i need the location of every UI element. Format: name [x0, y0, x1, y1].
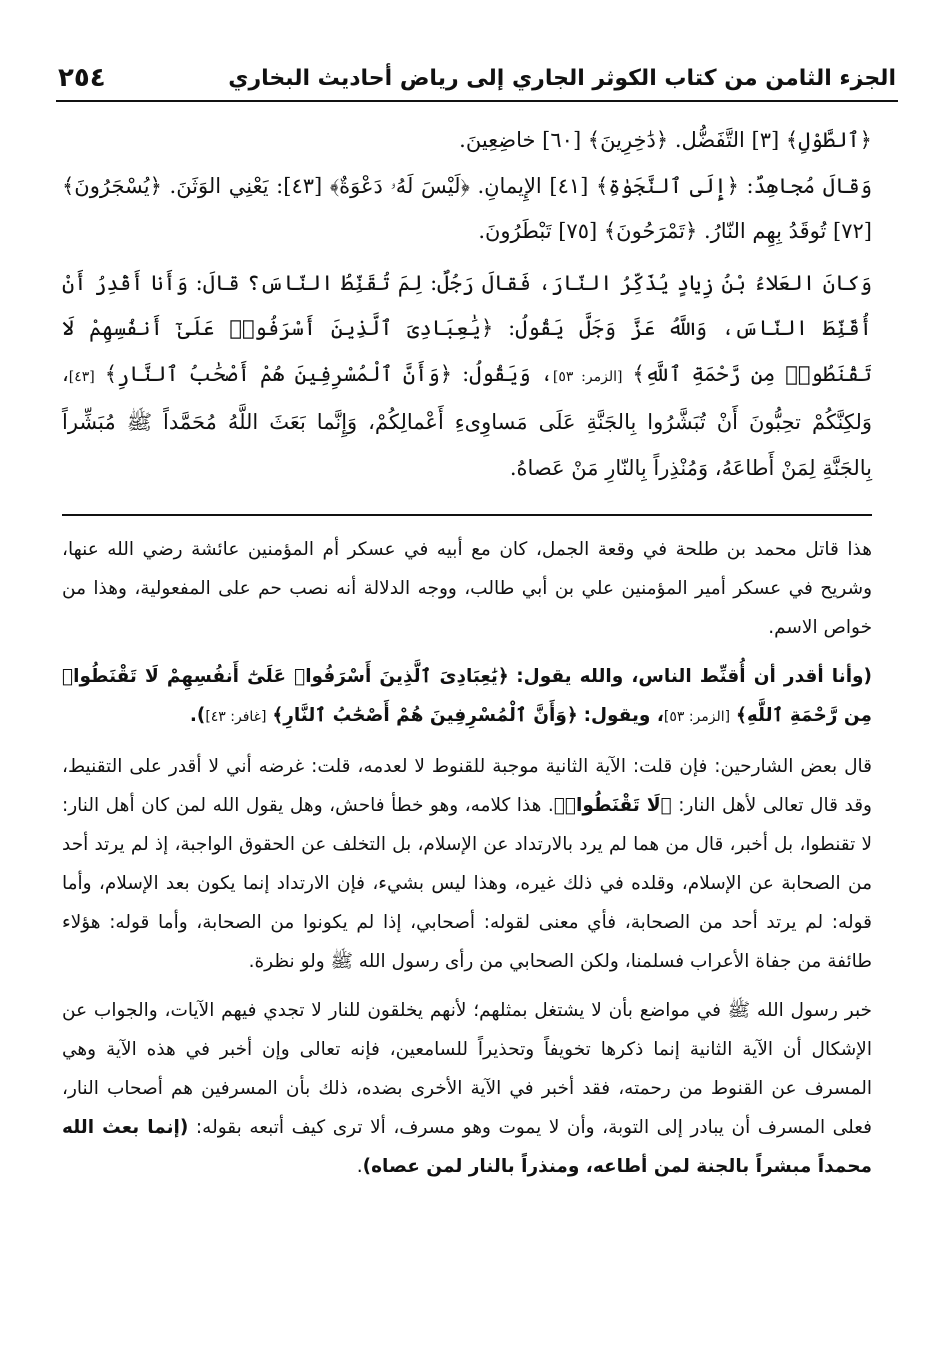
- running-header: [58, 58, 896, 98]
- hadith-text: [62, 118, 872, 491]
- main-para-pre: وَكانَ العَلاءُ بْنُ زِيادٍ يُذَكِّرُ النّارَ، فَقالَ رَجُلٌ: لِمَ تُقَنِّطُ النّاسَ؟ قالَ: وَأَنا أَقْدِرُ أَنْ أُقَنِّطَ النّاسَ، وَاللَّهُ عَزَّ وَجَلَّ يَقُولُ:: [62, 270, 872, 340]
- verse-ref-2: [٤٣]: [68, 368, 95, 385]
- commentary-paragraph-3: [62, 747, 872, 981]
- quran-verse-3: ﴿يَٰعِبَادِىَ ٱلَّذِينَ أَسْرَفُوا۟ عَلَىٰٓ أَنفُسِهِمْ لَا تَقْنَطُوا۟ مِن رَّحْمَةِ ٱللَّهِ﴾: [62, 666, 872, 726]
- quran-verse-4: ﴿وَأَنَّ ٱلْمُسْرِفِينَ هُمْ أَصْحَٰبُ ٱلنَّارِ﴾: [272, 705, 578, 726]
- quote-lead: (وأنا أقدر أن أُقنِّط الناس، والله يقول:: [516, 666, 872, 687]
- book-title: الجزء الثامن من كتاب الكوثر الجاري إلى رياض أحاديث البخاري: [228, 65, 896, 91]
- p3-post: . هذا كلامه، وهو خطأ فاحش، وهل يقول الله لمن كان أهل النار: لا تقنطوا، بل أخبر، قال من هما لم يرد بالارتداد عن الإسلام، بل التخلف عن الحقوق الواجبة، إذ لم يرتد أحد من الصحابة عن الإسلام، وقلده في ذلك غيره، وهذا ليس بشيء، فإن الارتداد إنما يكون بعد الإسلام، وأما قوله: لم يرتد أحد من الصحابة، فأي معنى لقوله: أصحابي، إذا لم يكونوا من الصحابة، وأما قوله: هؤلاء طائفة من جفاة الأعراب فسلمنا، ولكن الصحابي من رأى رسول الله ﷺ ولو نظرة.: [62, 795, 872, 972]
- header-rule: [56, 100, 898, 102]
- quote-end: ).: [189, 705, 206, 726]
- main-line-2: وَقالَ مُجاهِدٌ: ﴿إِلَى ٱلنَّجَوٰةِ﴾ [٤١] الإِيمانِ. ﴿لَيْسَ لَهُۥ دَعْوَةٌ﴾ [٤٣]: يَعْنِي الوَثَنَ. ﴿يُسْجَرُونَ﴾ [٧٢] تُوقَدُ بِهِم النّارُ. ﴿تَمْرَحُونَ﴾ [٧٥] تَبْطَرُونَ.: [62, 173, 873, 243]
- p4-pre: خبر رسول الله ﷺ في مواضع بأن لا يشتغل بمثلهم؛ لأنهم يخلقون للنار لا تجدي فيهم الآيات، والجواب عن الإشكال أن الآية الثانية إنما ذكرها تخويفاً وتحذيراً للسامعين، فإنه تعالى وإن أخبر في هذه الآية وهي المسرف عن القنوط من رحمته، فقد أخبر في الآية الأخرى بضده، ذلك بأن المسرفين هم أصحاب النار، فعلى المسرف أن يبادر إلى التوبة، وأن لا يموت وهو مسرف، ألا ترى كيف أتبعه بقوله:: [62, 1000, 872, 1138]
- main-paragraph: [62, 261, 872, 492]
- commentary-text: [62, 530, 872, 1186]
- quran-verse-1: ﴿يَٰعِبَادِىَ ٱلَّذِينَ أَسْرَفُوا۟ عَلَىٰٓ أَنفُسِهِمْ لَا تَقْنَطُوا۟ مِن رَّحْمَةِ ٱللَّهِ﴾: [62, 316, 872, 386]
- quran-verse-5: ﴿لَا تَقْنَطُوا۟﴾: [553, 795, 672, 816]
- p4-bold-quote: (إنما بعث الله محمداً مبشراً بالجنة لمن أطاعه، ومنذراً بالنار لمن عصاه): [62, 1117, 872, 1177]
- main-line-1: ﴿ٱلطَّوْلِ﴾ [٣] التَّفَضُّل. ﴿دَٰخِرِينَ﴾ [٦٠] خاضِعِينَ.: [459, 128, 872, 152]
- verse-ref-4: [غافر: ٤٣]: [205, 709, 267, 725]
- commentary-paragraph-1: هذا قاتل محمد بن طلحة في وقعة الجمل، كان مع أبيه في عسكر أم المؤمنين عائشة رضي الله عنها، وشريح في عسكر أمير المؤمنين علي بن أبي طالب، ووجه الدلالة أنه نصب حم على المفعولية، وهذا من خواص الاسم.: [62, 539, 872, 638]
- p4-end: .: [356, 1156, 363, 1177]
- quran-verse-2: ﴿وَأَنَّ ٱلْمُسْرِفِينَ هُمْ أَصْحَٰبُ ٱلنَّارِ﴾: [104, 361, 453, 386]
- commentary-paragraph-2: [62, 657, 872, 737]
- separator-rule: [62, 514, 872, 516]
- p3-pre: قال بعض الشارحين: فإن قلت: الآية الثانية موجبة للقنوط لا لعدمه، قلت: غرضه أني لا أقدر على التقنيط، وقد قال تعالى لأهل النار:: [62, 756, 872, 816]
- main-para-post: ، وَلكِنَّكُمْ تحِبُّونَ أَنْ تُبَشَّرُوا بِالجَنَّةِ عَلَى مَساوِىءِ أَعْمالِكُمْ، وَإِنَّما بَعَثَ اللَّهُ مُحَمَّداً ﷺ مُبَشِّراً بِالجَنَّةِ لِمَنْ أَطاعَهُ، وَمُنْذِراً بِالنّارِ مَنْ عَصاهُ.: [62, 361, 872, 480]
- verse-ref-3: [الزمر: ٥٣]: [663, 709, 731, 725]
- page-number: ٢٥٤: [58, 63, 106, 93]
- main-mid: ، وَيَقُولُ:: [462, 361, 553, 386]
- verse-ref-1: [الزمر: ٥٣]: [552, 368, 623, 385]
- commentary-paragraph-4: [62, 991, 872, 1186]
- quote-mid: ، ويقول:: [583, 705, 664, 726]
